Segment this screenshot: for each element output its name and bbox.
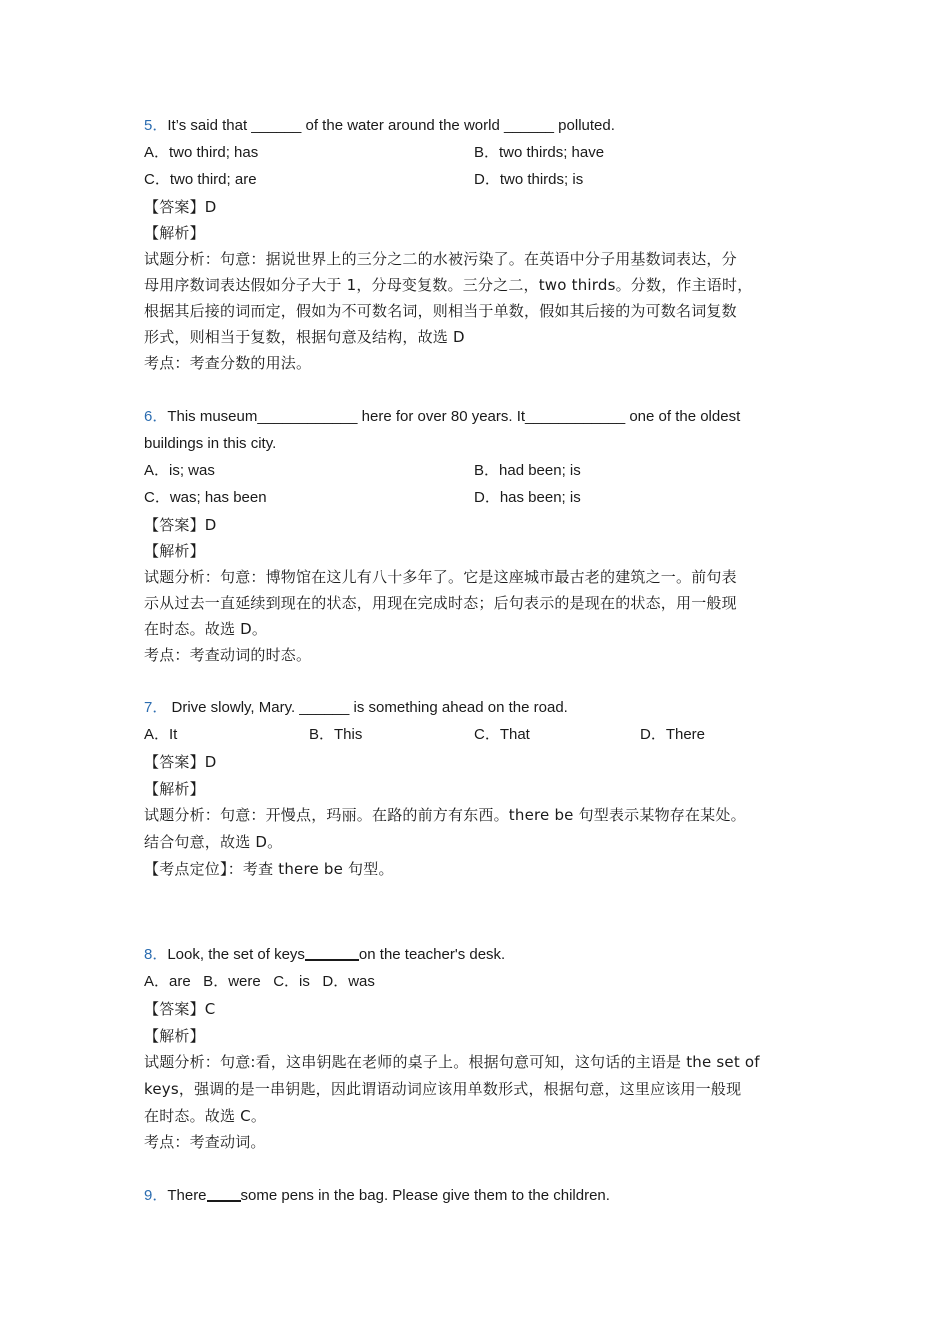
question-text: Drive slowly, Mary. ______ is something ahead on the road. [167,699,568,716]
answer-line: 【答案】C [144,1000,216,1018]
analysis-text-line: 试题分析：句意:看，这串钥匙在老师的桌子上。根据句意可知，这句话的主语是 the set of [144,1053,760,1071]
analysis-text-line: 在时态。故选 D。 [144,620,268,638]
analysis-label: 【解析】 [144,224,205,242]
option-b: B．had been; is [474,462,581,479]
analysis-text-line: 在时态。故选 C。 [144,1107,267,1125]
option-d: D．There [640,726,706,743]
analysis-label: 【解析】 [144,780,205,798]
question-text: on the teacher's desk. [358,946,506,963]
analysis-text-line: keys，强调的是一串钥匙，因此谓语动词应该用单数形式，根据句意，这里应该用一般现 [144,1080,742,1098]
answer-blank [305,945,359,961]
question-text: It’s said that ______ of the water around the world ______ polluted. [167,117,615,134]
question-8-stem [144,945,505,965]
question-6-stem [144,407,740,427]
option-c: C．was; has been [144,489,267,506]
analysis-text-line: 示从过去一直延续到现在的状态，用现在完成时态；后句表示的是现在的状态，用一般现 [144,594,737,612]
option-a: A．It [144,726,178,743]
answer-line: 【答案】D [144,753,217,771]
analysis-text-line: 试题分析：句意：据说世界上的三分之二的水被污染了。在英语中分子用基数词表达，分 [144,250,737,268]
question-text: There [167,1187,207,1204]
question-number: 8． [144,946,168,963]
answer-line: 【答案】D [144,198,217,216]
analysis-text-line: 根据其后接的词而定，假如为不可数名词，则相当于单数，假如其后接的为可数名词复数 [144,302,737,320]
exam-point: 考点：考查动词的时态。 [144,646,312,664]
option-a: A．is; was [144,462,215,479]
analysis-label: 【解析】 [144,1027,205,1045]
question-text: some pens in the bag. Please give them to the children. [240,1187,610,1204]
exam-point: 考点：考查动词。 [144,1133,266,1151]
analysis-label: 【解析】 [144,542,205,560]
exam-point: 考点：考查分数的用法。 [144,354,312,372]
question-number: 6． [144,408,168,425]
question-7-stem [144,698,568,718]
options-line: A．are B．were C．is D．was [144,973,375,990]
question-text: Look, the set of keys [167,946,305,963]
analysis-text-line: 母用序数词表达假如分子大于 1，分母变复数。三分之二，two thirds。分数，作主语时， [144,276,753,294]
question-5-stem [144,116,615,136]
option-a: A．two third; has [144,144,259,161]
answer-line: 【答案】D [144,516,217,534]
option-d: D．has been; is [474,489,581,506]
option-d: D．two thirds; is [474,171,584,188]
exam-point: 【考点定位】：考查 there be 句型。 [144,860,394,878]
option-b: B．two thirds; have [474,144,605,161]
question-text-continued: buildings in this city. [144,435,277,452]
answer-blank [207,1186,241,1202]
analysis-text-line: 结合句意，故选 D。 [144,833,283,851]
option-c: C．two third; are [144,171,257,188]
analysis-text-line: 试题分析：句意：博物馆在这儿有八十多年了。它是这座城市最古老的建筑之一。前句表 [144,568,737,586]
question-number: 5． [144,117,168,134]
option-b: B．This [309,726,363,743]
analysis-text-line: 形式，则相当于复数，根据句意及结构，故选 D [144,328,465,346]
question-9-stem [144,1186,610,1206]
question-number: 9． [144,1187,168,1204]
question-number: 7． [144,699,168,716]
analysis-text-line: 试题分析：句意：开慢点，玛丽。在路的前方有东西。there be 句型表示某物存在某处。 [144,806,746,824]
question-text: This museum____________ here for over 80 years. It____________ one of the oldest [167,408,741,425]
option-c: C．That [474,726,530,743]
